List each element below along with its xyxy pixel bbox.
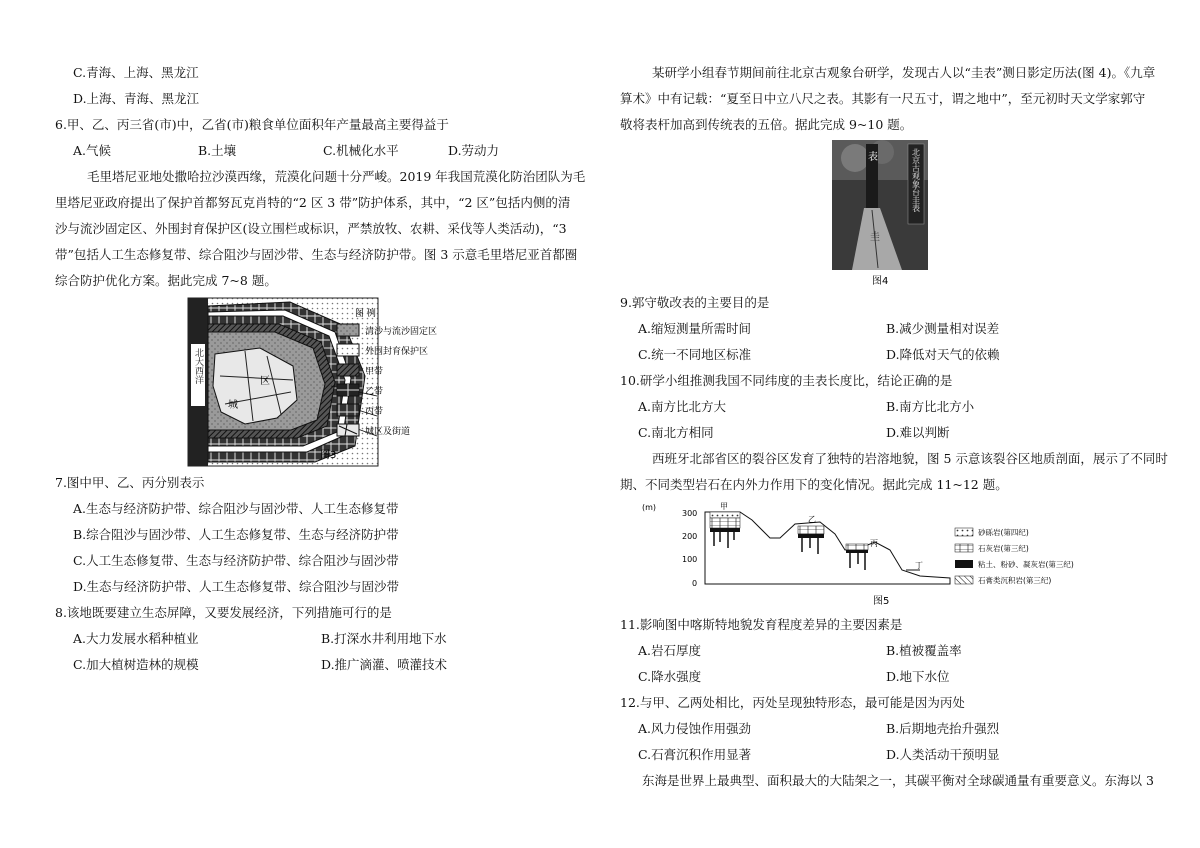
q7-option-d: D.生态与经济防护带、人工生态修复带、综合阻沙与固沙带 <box>73 579 400 594</box>
y-tick: 0 <box>692 579 698 588</box>
figure-3 <box>55 296 585 468</box>
q8-option-b: B.打深水井利用地下水 <box>321 631 447 646</box>
city-label-qu: 区 <box>260 376 270 387</box>
right-column <box>620 60 1168 794</box>
q11-option-c: C.降水强度 <box>638 669 702 684</box>
fig5-legend-item <box>955 575 1051 585</box>
site-label-bing: 丙 <box>870 539 878 548</box>
figure-5-profile <box>620 498 1160 612</box>
q11-options-row2 <box>620 664 1160 690</box>
legend-label: 清沙与流沙固定区 <box>365 327 438 337</box>
q12-options-row1 <box>620 716 1160 742</box>
q9-stem: 9.郭守敬改表的主要目的是 <box>620 295 770 310</box>
passage-spain <box>620 446 1168 498</box>
legend-label: 丙带 <box>365 407 384 417</box>
y-tick: 200 <box>682 532 698 541</box>
q9-option-b: B.减少测量相对误差 <box>886 321 1000 336</box>
fig5-legend-item <box>955 527 1029 537</box>
passage-line: 西班牙北部省区的裂谷区发育了独特的岩溶地貌，图 5 示意该裂谷区地质剖面，展示了不同时 <box>652 451 1168 466</box>
passage-guibiao <box>620 60 1160 138</box>
fig5-legend-label: 石灰岩(第三纪) <box>978 544 1029 553</box>
q10-option-a: A.南方比北方大 <box>638 399 727 414</box>
q9-option-a: A.缩短测量所需时间 <box>638 321 752 336</box>
passage-line: 算术》中有记载：“夏至日中立八尺之表。其影有一尺五寸，谓之地中”，至元初时天文学家郭守 <box>620 91 1146 106</box>
rock-bing-clay <box>846 550 868 553</box>
passage-mauritania <box>55 164 585 294</box>
fig5-legend-item <box>955 543 1029 553</box>
passage-line: 敬将表杆加高到传统表的五倍。据此完成 9~10 题。 <box>620 117 913 132</box>
passage-line: 毛里塔尼亚地处撒哈拉沙漠西缘，荒漠化问题十分严峻。2019 年我国荒漠化防治团队为毛 <box>87 169 586 184</box>
fig5-legend-label: 石膏类沉积岩(第三纪) <box>978 576 1052 585</box>
legend-title: 图 例 <box>355 309 376 319</box>
passage-line: 某研学小组春节期间前往北京古观象台研学，发现古人以“圭表”测日影定历法(图 4)。《九章 <box>652 65 1156 80</box>
q12-stem: 12.与甲、乙两处相比，丙处呈现独特形态，最可能是因为丙处 <box>620 695 965 710</box>
q8-options-row2 <box>55 652 585 678</box>
q9-option-d: D.降低对天气的依赖 <box>886 347 1000 362</box>
label-biao: 表 <box>868 152 878 163</box>
q6-stem: 6.甲、乙、丙三省(市)中，乙省(市)粮食单位面积年产量最高主要得益于 <box>55 117 449 132</box>
passage-line: 期、不同类型岩石在内外力作用下的变化情况。据此完成 11~12 题。 <box>620 477 1008 492</box>
figure-4-photo <box>620 138 1160 290</box>
q5-option-c: C.青海、上海、黑龙江 <box>73 65 199 80</box>
q10-options-row2 <box>620 420 1160 446</box>
site-label-jia: 甲 <box>720 502 728 511</box>
q6-option-d: D.劳动力 <box>448 143 500 158</box>
rock-yi-clay <box>798 534 824 538</box>
q6-options <box>55 138 585 164</box>
passage-line: 综合防护优化方案。据此完成 7~8 题。 <box>55 273 277 288</box>
q8-option-d: D.推广滴灌、喷灌技术 <box>321 657 448 672</box>
q10-stem: 10.研学小组推测我国不同纬度的圭表长度比，结论正确的是 <box>620 373 953 388</box>
rock-jia-limestone <box>710 518 740 528</box>
legend-item <box>337 344 428 357</box>
passage-line: 带”包括人工生态修复带、综合阻沙与固沙带、生态与经济防护带。图 3 示意毛里塔尼亚首都圈 <box>55 247 578 262</box>
passage-line: 沙与流沙固定区、外围封育保护区(设立围栏或标识，严禁放牧、农耕、采伐等人类活动)，“3 <box>55 221 567 236</box>
figure-3-caption: 图3 <box>320 450 337 461</box>
legend-label: 乙带 <box>365 387 384 397</box>
q5-option-d: D.上海、青海、黑龙江 <box>73 91 200 106</box>
q8-stem: 8.该地既要建立生态屏障，又要发展经济，下列措施可行的是 <box>55 605 392 620</box>
figure-3-map <box>55 296 585 468</box>
q8-option-a: A.大力发展水稻种植业 <box>73 631 199 646</box>
site-label-ding: 丁 <box>915 561 923 570</box>
passage-line: 里塔尼亚政府提出了保护首都努瓦克肖特的“2 区 3 带”防护体系，其中，“2 区”包括内侧的清 <box>55 195 571 210</box>
ocean-label: 北大西洋 <box>193 348 203 384</box>
photo-sign-text: 北京古观象台圭表 <box>911 148 921 212</box>
q6-option-c: C.机械化水平 <box>323 143 399 158</box>
q7-option-c: C.人工生态修复带、生态与经济防护带、综合阻沙与固沙带 <box>73 553 399 568</box>
fig5-legend-label: 砂砾岩(第四纪) <box>978 528 1029 537</box>
site-label-yi: 乙 <box>808 515 816 524</box>
q8-option-c: C.加大植树造林的规模 <box>73 657 199 672</box>
y-tick: 100 <box>682 555 698 564</box>
q10-options-row1 <box>620 394 1160 420</box>
figure-4 <box>620 138 1160 290</box>
legend-label: 外围封育保护区 <box>365 347 429 357</box>
q10-option-b: B.南方比北方小 <box>886 399 975 414</box>
legend-label: 城区及街道 <box>365 427 411 437</box>
rock-jia-gravel <box>710 512 740 518</box>
y-axis-unit: (m) <box>642 503 657 512</box>
q12-option-c: C.石膏沉积作用显著 <box>638 747 752 762</box>
figure-4-caption: 图4 <box>872 276 889 287</box>
fig5-legend-label: 粘土、粉砂、凝灰岩(第三纪) <box>978 560 1074 569</box>
rock-bing-limestone <box>846 544 868 550</box>
q12-option-b: B.后期地壳抬升强烈 <box>886 721 1000 736</box>
q7-option-b: B.综合阻沙与固沙带、人工生态修复带、生态与经济防护带 <box>73 527 399 542</box>
legend-label: 甲带 <box>365 367 384 377</box>
q11-option-a: A.岩石厚度 <box>638 643 702 658</box>
q8-options-row1 <box>55 626 585 652</box>
q11-option-b: B.植被覆盖率 <box>886 643 962 658</box>
fig5-legend-item <box>955 559 1074 569</box>
passage-east-china-sea: 东海是世界上最典型、面积最大的大陆架之一，其碳平衡对全球碳通量有重要意义。东海以 3 <box>642 773 1154 788</box>
q10-option-c: C.南北方相同 <box>638 425 714 440</box>
legend-item <box>337 324 437 337</box>
rock-yi-limestone <box>798 526 824 534</box>
y-tick: 300 <box>682 509 698 518</box>
photo-tree <box>841 144 869 172</box>
q6-option-a: A.气候 <box>73 143 112 158</box>
q9-options-row1 <box>620 316 1160 342</box>
q7-option-a: A.生态与经济防护带、综合阻沙与固沙带、人工生态修复带 <box>73 501 399 516</box>
q11-stem: 11.影响图中喀斯特地貌发育程度差异的主要因素是 <box>620 617 903 632</box>
rock-jia-clay <box>710 528 740 532</box>
q12-option-d: D.人类活动干预明显 <box>886 747 1000 762</box>
q9-option-c: C.统一不同地区标准 <box>638 347 752 362</box>
q12-option-a: A.风力侵蚀作用强劲 <box>638 721 752 736</box>
q6-option-b: B.土壤 <box>198 143 237 158</box>
q11-options-row1 <box>620 638 1160 664</box>
label-gui: 圭 <box>870 232 880 243</box>
q10-option-d: D.难以判断 <box>886 425 950 440</box>
q9-options-row2 <box>620 342 1160 368</box>
q7-stem: 7.图中甲、乙、丙分别表示 <box>55 475 205 490</box>
figure-5-caption: 图5 <box>873 596 890 607</box>
terrain-profile <box>705 512 950 584</box>
left-column <box>55 60 585 678</box>
figure-5 <box>620 498 1160 612</box>
q12-options-row2 <box>620 742 1160 768</box>
q11-option-d: D.地下水位 <box>886 669 950 684</box>
city-label-cheng: 城 <box>228 400 238 411</box>
